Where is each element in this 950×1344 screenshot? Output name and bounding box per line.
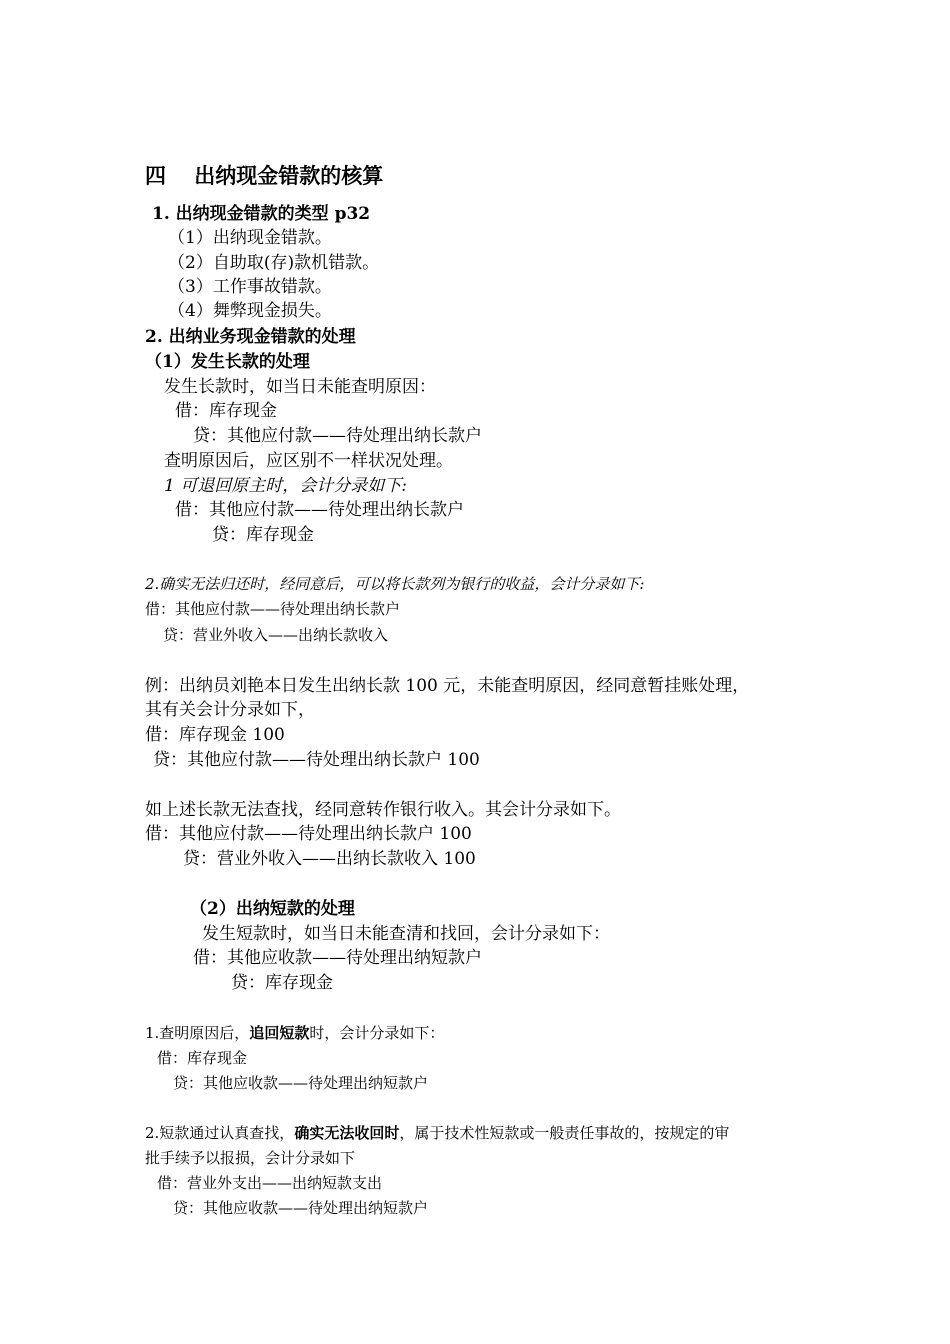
- debit-line: 借：其他应付款——待处理出纳长款户 100: [145, 824, 472, 844]
- part1-title: 1. 出纳现金错款的类型 p32: [152, 204, 371, 224]
- text-line: 查明原因后，应区别不一样状况处理。: [164, 451, 453, 471]
- text-segment: 2.短款通过认真查找，: [145, 1124, 295, 1142]
- debit-line: 借：其他应付款——待处理出纳长款户: [175, 500, 464, 520]
- credit-line: 贷：库存现金: [231, 973, 333, 993]
- list-item: （4）舞弊现金损失。: [168, 301, 332, 321]
- credit-line: 贷：其他应收款——待处理出纳短款户: [173, 1074, 429, 1092]
- credit-line: 贷：库存现金: [212, 525, 314, 545]
- credit-line: 贷：营业外收入——出纳长款收入 100: [183, 849, 476, 869]
- debit-line: 借：其他应收款——待处理出纳短款户: [193, 948, 482, 968]
- part2-title: 2. 出纳业务现金错款的处理: [145, 327, 356, 347]
- sub2-title: （2）出纳短款的处理: [190, 899, 355, 919]
- example-line: 例：出纳员刘艳本日发生出纳长款 100 元，未能查明原因，经同意暂挂账处理，: [145, 676, 750, 696]
- debit-line: 借：库存现金: [157, 1049, 248, 1067]
- text-line: [145, 1124, 729, 1142]
- text-line: 发生短款时，如当日未能查清和找回，会计分录如下：: [202, 924, 610, 944]
- text-line: [145, 1024, 444, 1042]
- debit-line: 借：其他应付款——待处理出纳长款户: [145, 600, 401, 618]
- credit-line: 贷：营业外收入——出纳长款收入: [163, 626, 389, 644]
- sub1-title: （1）发生长款的处理: [145, 352, 310, 372]
- italic-line: 2.确实无法归还时，经同意后，可以将长款列为银行的收益，会计分录如下:: [145, 575, 645, 593]
- text-segment: 时，会计分录如下：: [309, 1024, 445, 1042]
- debit-line: 借：库存现金 100: [145, 725, 285, 745]
- debit-line: 借：营业外支出——出纳短款支出: [157, 1174, 383, 1192]
- example-line: 其有关会计分录如下，: [145, 700, 315, 720]
- credit-line: 贷：其他应付款——待处理出纳长款户 100: [153, 750, 480, 770]
- text-segment: 1.查明原因后，: [145, 1024, 250, 1042]
- bold-segment: 追回短款: [249, 1024, 310, 1042]
- credit-line: 贷：其他应收款——待处理出纳短款户: [173, 1199, 429, 1217]
- example-line: 如上述长款无法查找，经同意转作银行收入。其会计分录如下。: [145, 800, 621, 820]
- debit-line: 借：库存现金: [175, 401, 277, 421]
- text-line: 批手续予以报损，会计分录如下: [145, 1149, 356, 1167]
- list-item: （3）工作事故错款。: [168, 277, 332, 297]
- credit-line: 贷：其他应付款——待处理出纳长款户: [193, 426, 482, 446]
- bold-segment: 确实无法收回时: [294, 1124, 400, 1142]
- list-item: （1）出纳现金错款。: [168, 228, 332, 248]
- text-segment: ，属于技术性短款或一般责任事故的，按规定的审: [399, 1124, 730, 1142]
- section-title: 四 出纳现金错款的核算: [145, 163, 384, 188]
- text-line: 发生长款时，如当日未能查明原因：: [164, 377, 436, 397]
- list-item: （2）自助取(存)款机错款。: [168, 253, 380, 273]
- italic-line: 1 可退回原主时，会计分录如下:: [164, 476, 407, 496]
